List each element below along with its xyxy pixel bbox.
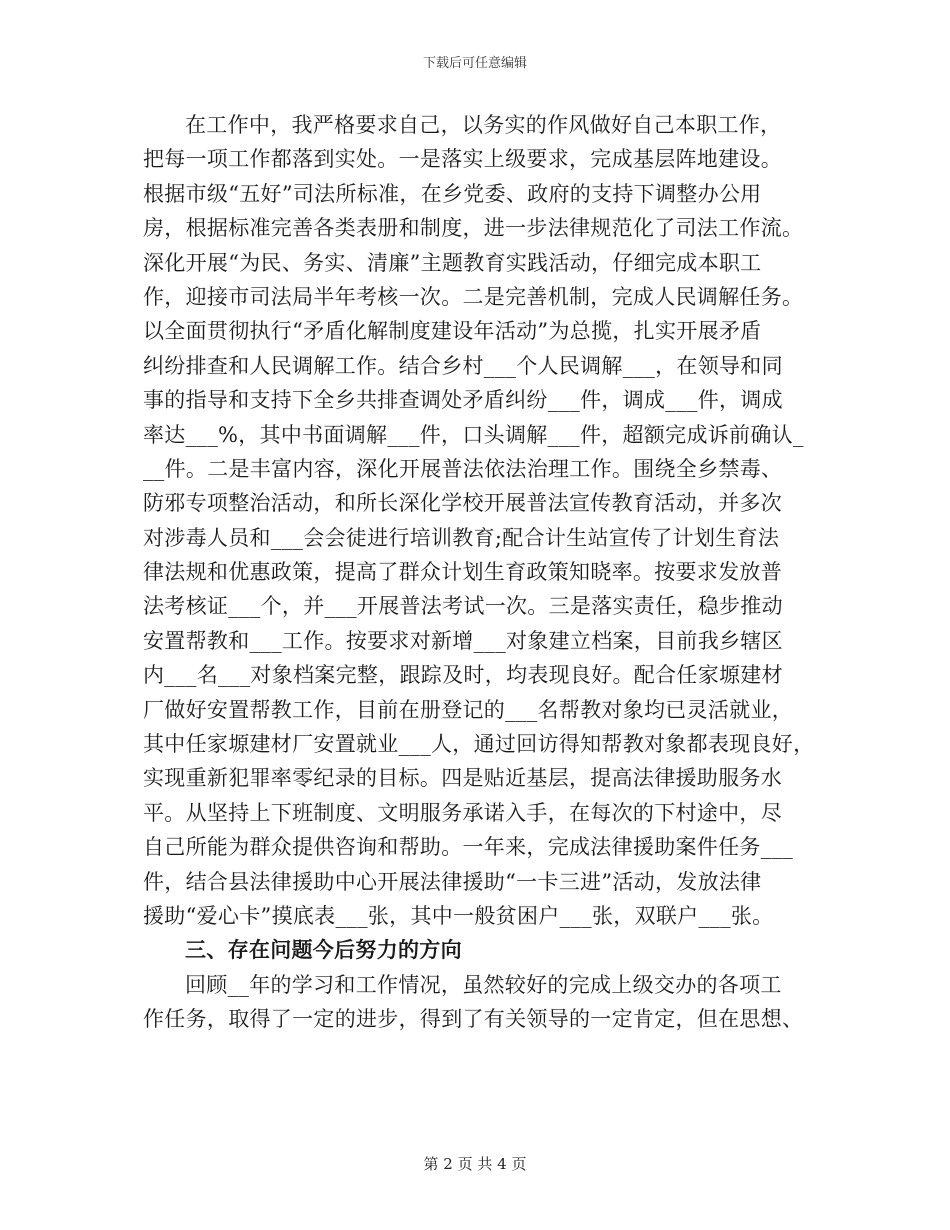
body-line: 其中任家塬建材厂安置就业___人，通过回访得知帮教对象都表现良好，	[143, 732, 815, 757]
body-line: 自己所能为群众提供咨询和帮助。一年来，完成法律援助案件任务___	[143, 835, 794, 860]
section-heading: 三、存在问题今后努力的方向	[185, 938, 462, 963]
body-line: 纠纷排查和人民调解工作。结合乡村___个人民调解___，在领导和同	[143, 353, 783, 378]
body-line: 件，结合县法律援助中心开展法律援助“一卡三进”活动，发放法律	[143, 869, 762, 894]
body-line: 安置帮教和___工作。按要求对新增___对象建立档案，目前我乡辖区	[143, 628, 783, 653]
body-line: 作任务，取得了一定的进步，得到了有关领导的一定肯定，但在思想、	[143, 1007, 804, 1032]
body-line: 平。从坚持上下班制度、文明服务承诺入手，在每次的下村途中，尽	[143, 800, 782, 825]
body-line: 房，根据标准完善各类表册和制度，进一步法律规范化了司法工作流。	[143, 216, 804, 241]
body-line: __件。二是丰富内容，深化开展普法依法治理工作。围绕全乡禁毒、	[143, 456, 783, 481]
body-line: 对涉毒人员和___会会徒进行培训教育;配合计生站宣传了计划生育法	[143, 525, 780, 550]
body-line: 实现重新犯罪率零纪录的目标。四是贴近基层，提高法律援助服务水	[143, 766, 782, 791]
body-line: 率达___%，其中书面调解___件，口头调解___件，超额完成诉前确认_	[143, 422, 804, 447]
body-line: 厂做好安置帮教工作，目前在册登记的___名帮教对象均已灵活就业，	[143, 697, 794, 722]
body-line: 事的指导和支持下全乡共排查调处矛盾纠纷___件，调成___件，调成	[143, 388, 783, 413]
body-line: 深化开展“为民、务实、清廉”主题教育实践活动，仔细完成本职工	[143, 250, 762, 275]
body-line: 以全面贯彻执行“矛盾化解制度建设年活动”为总揽，扎实开展矛盾	[143, 319, 762, 344]
body-line: 作，迎接市司法局半年考核一次。二是完善机制，完成人民调解任务。	[143, 284, 804, 309]
body-line: 援助“爱心卡”摸底表___张，其中一般贫困户___张，双联户___张。	[143, 903, 774, 928]
page-header: 下载后可任意编辑	[422, 56, 527, 71]
body-line: 律法规和优惠政策，提高了群众计划生育政策知晓率。按要求发放普	[143, 560, 782, 585]
body-line: 根据市级“五好”司法所标准，在乡党委、政府的支持下调整办公用	[143, 181, 762, 206]
document-body	[143, 108, 818, 1037]
body-line: 回顾__年的学习和工作情况，虽然较好的完成上级交办的各项工	[185, 972, 782, 997]
page-number: 第 2 页 共 4 页	[423, 1155, 527, 1173]
body-line: 内___名___对象档案完整，跟踪及时，均表现良好。配合任家塬建材	[143, 663, 783, 688]
body-line: 法考核证___个，并___开展普法考试一次。三是落实责任，稳步推动	[143, 594, 783, 619]
body-line: 在工作中，我严格要求自己，以务实的作风做好自己本职工作，	[185, 113, 782, 137]
body-line: 把每一项工作都落到实处。一是落实上级要求，完成基层阵地建设。	[143, 147, 782, 172]
body-line: 防邪专项整治活动，和所长深化学校开展普法宣传教育活动，并多次	[143, 491, 782, 516]
